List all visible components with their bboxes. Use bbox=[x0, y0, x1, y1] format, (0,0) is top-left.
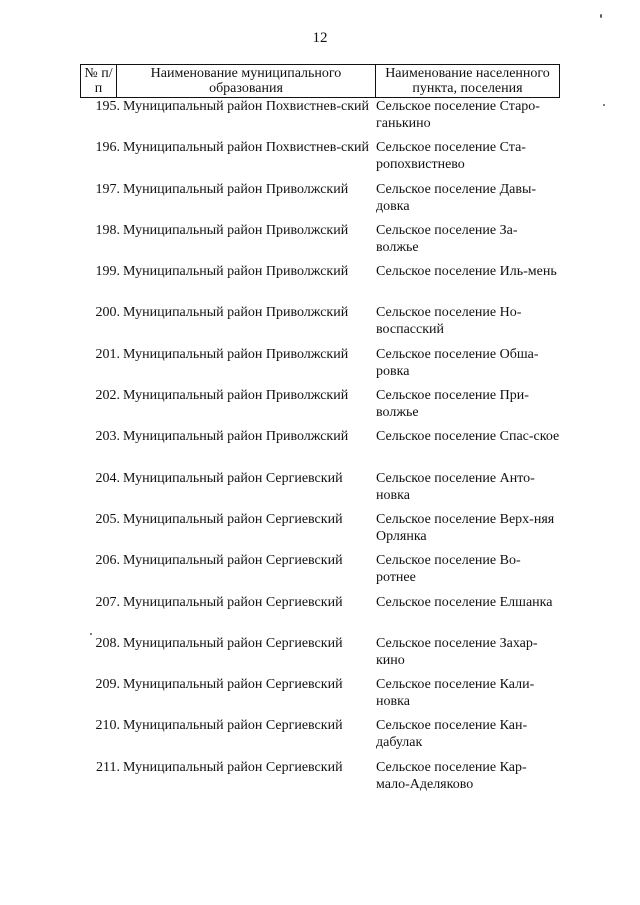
row-number: 197. bbox=[95, 181, 120, 197]
settlement-name: Сельское поселение Старо-ганькино bbox=[376, 99, 540, 131]
municipality-name: Муниципальный район Сергиевский bbox=[123, 759, 343, 775]
scan-speck bbox=[600, 14, 602, 18]
row-number: 200. bbox=[95, 305, 120, 321]
table-row bbox=[80, 470, 560, 511]
table-header bbox=[80, 64, 560, 98]
table-body bbox=[80, 98, 560, 800]
row-number: 196. bbox=[95, 140, 120, 156]
settlement-name: Сельское поселение Во-ротнее bbox=[376, 553, 521, 586]
municipality-name: Муниципальный район Приволжский bbox=[123, 429, 349, 445]
municipality-name: Муниципальный район Похвистнев-ский bbox=[123, 140, 370, 156]
row-number: 204. bbox=[95, 470, 120, 486]
table-row bbox=[80, 98, 560, 139]
table-row bbox=[80, 428, 560, 469]
settlement-name: Сельское поселение За-волжье bbox=[376, 222, 518, 255]
row-number: 208. bbox=[95, 635, 120, 651]
row-number: 195. bbox=[95, 99, 120, 114]
settlement-name: Сельское поселение Анто-новка bbox=[376, 470, 535, 503]
row-number: 209. bbox=[95, 677, 120, 693]
table-row bbox=[80, 635, 560, 676]
settlement-name: Сельское поселение Но-воспасский bbox=[376, 305, 522, 338]
row-number: 205. bbox=[95, 511, 120, 527]
settlement-name: Сельское поселение Обша-ровка bbox=[376, 346, 539, 379]
row-number: 206. bbox=[95, 553, 120, 569]
scan-speck bbox=[603, 104, 605, 106]
settlement-name: Сельское поселение Кали-новка bbox=[376, 677, 535, 710]
settlement-name: Сельское поселение Спас-ское bbox=[376, 429, 560, 445]
table-row bbox=[80, 676, 560, 717]
settlement-name: Сельское поселение Верх-няя Орлянка bbox=[376, 511, 555, 544]
scan-speck bbox=[90, 633, 92, 635]
settlement-name: Сельское поселение При-волжье bbox=[376, 388, 529, 421]
municipality-name: Муниципальный район Сергиевский bbox=[123, 718, 343, 734]
table-row bbox=[80, 594, 560, 635]
municipality-name: Муниципальный район Похвистнев-ский bbox=[123, 99, 370, 114]
municipality-name: Муниципальный район Сергиевский bbox=[123, 470, 343, 486]
row-number: 203. bbox=[95, 429, 120, 445]
municipality-name: Муниципальный район Приволжский bbox=[123, 305, 349, 321]
settlement-name: Сельское поселение Кар-мало-Аделяково bbox=[376, 759, 527, 792]
table-row bbox=[80, 387, 560, 428]
settlement-name: Сельское поселение Иль-мень bbox=[376, 264, 557, 280]
municipality-name: Муниципальный район Приволжский bbox=[123, 181, 349, 197]
header-settlement: Наименование населенного пункта, поселения bbox=[385, 66, 550, 96]
municipality-name: Муниципальный район Приволжский bbox=[123, 388, 349, 404]
municipality-name: Муниципальный район Приволжский bbox=[123, 222, 349, 238]
municipality-name: Муниципальный район Приволжский bbox=[123, 346, 349, 362]
settlement-name: Сельское поселение Елшанка bbox=[376, 594, 553, 610]
table-row bbox=[80, 263, 560, 304]
settlements-table bbox=[80, 64, 560, 800]
header-municipality: Наименование муниципального образования bbox=[117, 65, 376, 97]
settlement-name: Сельское поселение Кан-дабулак bbox=[376, 718, 528, 751]
municipality-name: Муниципальный район Сергиевский bbox=[123, 594, 343, 610]
table-row bbox=[80, 511, 560, 552]
settlement-name: Сельское поселение Захар-кино bbox=[376, 635, 538, 668]
row-number: 207. bbox=[95, 594, 120, 610]
settlement-name: Сельское поселение Ста-ропохвистнево bbox=[376, 140, 526, 173]
row-number: 201. bbox=[95, 346, 120, 362]
table-row bbox=[80, 759, 560, 800]
table-row bbox=[80, 304, 560, 345]
table-row bbox=[80, 181, 560, 222]
municipality-name: Муниципальный район Сергиевский bbox=[123, 635, 343, 651]
municipality-name: Муниципальный район Сергиевский bbox=[123, 677, 343, 693]
municipality-name: Муниципальный район Приволжский bbox=[123, 264, 349, 280]
page-number: 12 bbox=[312, 30, 328, 46]
municipality-name: Муниципальный район Сергиевский bbox=[123, 553, 343, 569]
row-number: 210. bbox=[95, 718, 120, 734]
table-row bbox=[80, 346, 560, 387]
row-number: 211. bbox=[96, 759, 120, 775]
table-row bbox=[80, 139, 560, 180]
row-number: 199. bbox=[95, 264, 120, 280]
header-num: № п/п bbox=[81, 65, 117, 97]
row-number: 198. bbox=[95, 222, 120, 238]
row-number: 202. bbox=[95, 388, 120, 404]
table-row bbox=[80, 222, 560, 263]
table-row bbox=[80, 552, 560, 593]
settlement-name: Сельское поселение Давы-довка bbox=[376, 181, 537, 214]
municipality-name: Муниципальный район Сергиевский bbox=[123, 511, 343, 527]
table-row bbox=[80, 717, 560, 758]
